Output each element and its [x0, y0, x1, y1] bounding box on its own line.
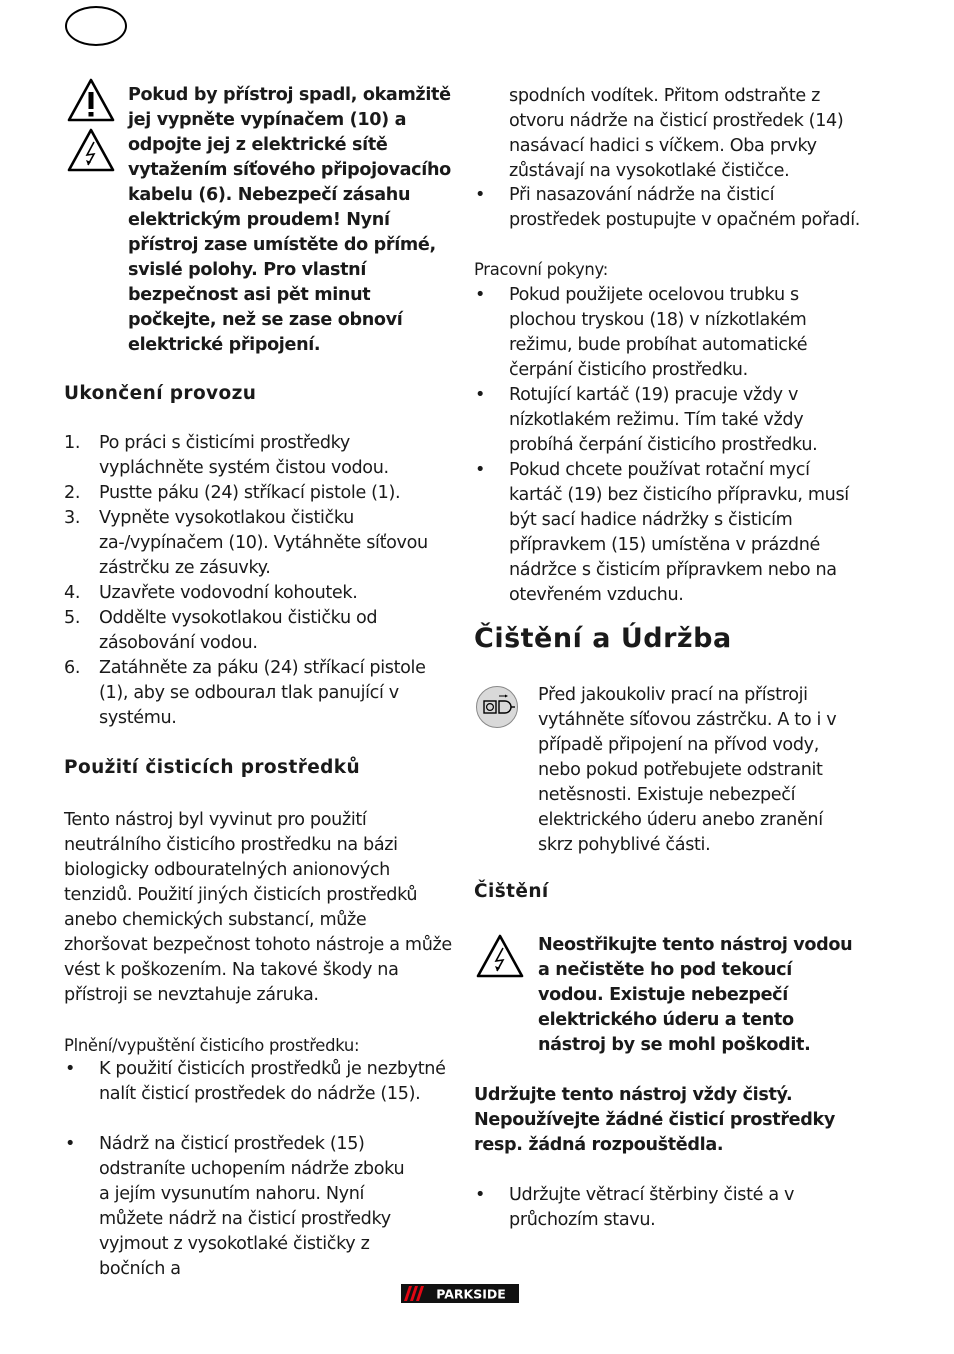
list-item: 5. Oddělte vysokotlakou čističku od zásobování vodou. [64, 608, 378, 653]
electric-shock-warning-icon [66, 127, 116, 173]
fill-heading: Plnění/vypuštění čisticího prostředku: [64, 1036, 360, 1055]
fill-item-2-right: spodních vodítek. Přitom odstraňte z otvoru nádrže na čisticí prostředek (14) nasávací hadici s víčkem. Oba prvky zůstávají na vysokotlaké čističce. [509, 86, 844, 181]
detergents-intro: Tento nástroj byl vyvinut pro použití neutrálního čisticího prostředku na bázi biologicky odbouratelných anionových tenzidů. Použití jiných čisticích prostředků anebo chemických substancí, může zhoršovat bezpečnost tohoto nástroje a může vést k poškozením. Na takové škody na přístroji se nevztahuje záruka. [64, 810, 452, 1005]
svg-text:PARKSIDE: PARKSIDE [436, 1286, 506, 1302]
unplug-note: Před jakoukoliv prací na přístroji vytáhněte síťovou zástrčku. A to i v případě připojení na přívod vody, nebo pokud potřebujete odstranit netěsnosti. Existuje nebezpečí elektrického úderu anebo zranění skrz pohyblivé části. [538, 685, 837, 855]
fill-item-2-left: • Nádrž na čisticí prostředek (15) odstraníte uchopením nádrže zboku a jejím vysunutím nahoru. Nyní můžete nádrž na čisticí prostředky vyjmout z vysokotlaké čističky z bočních a [65, 1134, 405, 1279]
water-warning-text: Neostřikujte tento nástroj vodou a nečistěte ho pod tekoucí vodou. Existuje nebezpečí elektrického úderu a tento nástroj by se mohl poškodit. [538, 935, 853, 1055]
cleaning-list [474, 1183, 864, 1233]
country-code-oval [65, 6, 127, 46]
work-list [474, 283, 864, 608]
cleaning-heading: Čištění a Údržba [474, 623, 732, 654]
keep-clean-text: Udržujte tento nástroj vždy čistý. Nepoužívejte žádné čisticí prostředky resp. žádná rozpouštědla. [474, 1085, 835, 1155]
work-heading: Pracovní pokyny: [474, 260, 608, 279]
cleaning-sub-heading: Čištění [474, 881, 549, 902]
warning-fall-text: Pokud by přístroj spadl, okamžitě jej vypněte vypínačem (10) a odpojte jej z elektrické sítě vytažením síťového připojovacího kabelu (6). Nebezpečí zásahu elektrickým proudem! Nyní přístroj zase umístěte do přímé, svislé polohy. Pro vlastní bezpečnost asi pět minut počkejte, než se zase obnoví elektrické připojení. [128, 85, 451, 355]
list-item: • Pokud použijete ocelovou trubku s plochou tryskou (18) v nízkotlakém režimu, bude probíhat automatické čerpání čisticího prostředku. [475, 285, 808, 380]
parkside-logo [401, 1284, 519, 1303]
list-item: • K použití čisticích prostředků je nezbytné nalít čisticí prostředek do nádrže (15). [65, 1059, 446, 1104]
unplug-icon [475, 685, 519, 729]
list-item: • Rotující kartáč (19) pracuje vždy v nízkotlakém režimu. Tím také vždy probíhá čerpání čisticího prostředku. [475, 385, 818, 455]
list-item: 2. Pustte páku (24) stříkací pistole (1). [64, 483, 401, 503]
detergents-heading: Použití čisticích prostředků [64, 757, 361, 778]
list-item: 1. Po práci s čisticími prostředky vypláchněte systém čistou vodou. [64, 433, 389, 478]
list-item: 6. Zatáhněte za páku (24) stříkací pistole (1), aby se odbourал tlak panující v systému. [64, 658, 426, 728]
warning-exclamation-icon [66, 77, 116, 123]
fill-list [64, 1057, 452, 1107]
list-item: • Udržujte větrací štěrbiny čisté a v průchozím stavu. [475, 1185, 795, 1230]
shutdown-heading: Ukončení provozu [64, 383, 257, 404]
shutdown-steps [64, 431, 452, 731]
electric-shock-warning-icon [475, 933, 525, 979]
list-item: 4. Uzavřete vodovodní kohoutek. [64, 583, 358, 603]
fill-list-cont [474, 183, 864, 233]
list-item: 3. Vypněte vysokotlakou čističku za-/vypínačem (10). Vytáhněte síťovou zástrčku ze zásuvky. [64, 508, 428, 578]
list-item: • Pokud chcete používat rotační mycí kartáč (19) bez čisticího přípravku, musí být sací hadice nádržky s čisticím přípravkem (15) umístěna v prázdné nádržce s čisticím přípravkem nebo na otevřeném vzduchu. [475, 460, 849, 605]
list-item: • Při nasazování nádrže na čisticí prostředek postupujte v opačném pořadí. [475, 185, 860, 230]
